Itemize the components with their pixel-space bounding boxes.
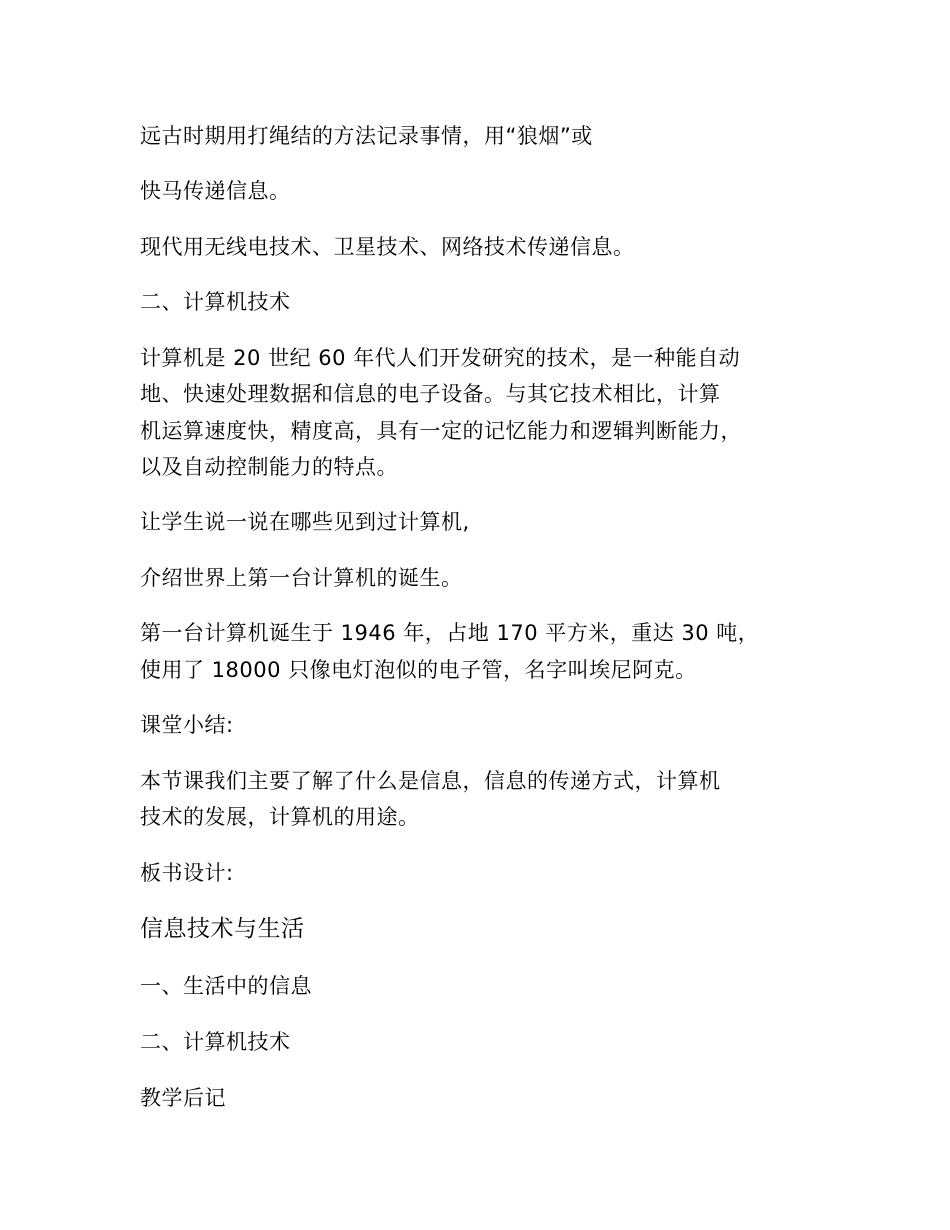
paragraph-line: 介绍世界上第一台计算机的诞生。 <box>140 566 463 590</box>
paragraph-line: 计算机是 20 世纪 60 年代人们开发研究的技术，是一种能自动 <box>140 346 741 370</box>
section-heading: 课堂小结: <box>140 713 234 737</box>
paragraph-line: 远古时期用打绳结的方法记录事情，用“狼烟”或 <box>140 124 593 148</box>
section-heading: 教学后记 <box>140 1086 226 1110</box>
section-heading: 二、计算机技术 <box>140 290 291 314</box>
paragraph-line: 让学生说一说在哪些见到过计算机, <box>140 510 470 534</box>
paragraph-line: 使用了 18000 只像电灯泡似的电子管，名字叫埃尼阿克。 <box>140 658 697 682</box>
paragraph-line: 本节课我们主要了解了什么是信息，信息的传递方式，计算机 <box>140 769 721 793</box>
paragraph-line: 技术的发展，计算机的用途。 <box>140 805 420 829</box>
section-heading: 板书设计: <box>140 861 234 885</box>
board-title: 信息技术与生活 <box>140 916 305 942</box>
paragraph-line: 地、快速处理数据和信息的电子设备。与其它技术相比，计算 <box>140 382 721 406</box>
board-item: 二、计算机技术 <box>140 1030 291 1054</box>
paragraph-line: 快马传递信息。 <box>140 179 291 203</box>
paragraph-line: 第一台计算机诞生于 1946 年，占地 170 平方米，重达 30 吨， <box>140 621 760 645</box>
board-item: 一、生活中的信息 <box>140 974 312 998</box>
paragraph-line: 以及自动控制能力的特点。 <box>140 455 398 479</box>
paragraph-line: 现代用无线电技术、卫星技术、网络技术传递信息。 <box>140 235 635 259</box>
paragraph-line: 机运算速度快，精度高，具有一定的记忆能力和逻辑判断能力， <box>140 419 742 443</box>
